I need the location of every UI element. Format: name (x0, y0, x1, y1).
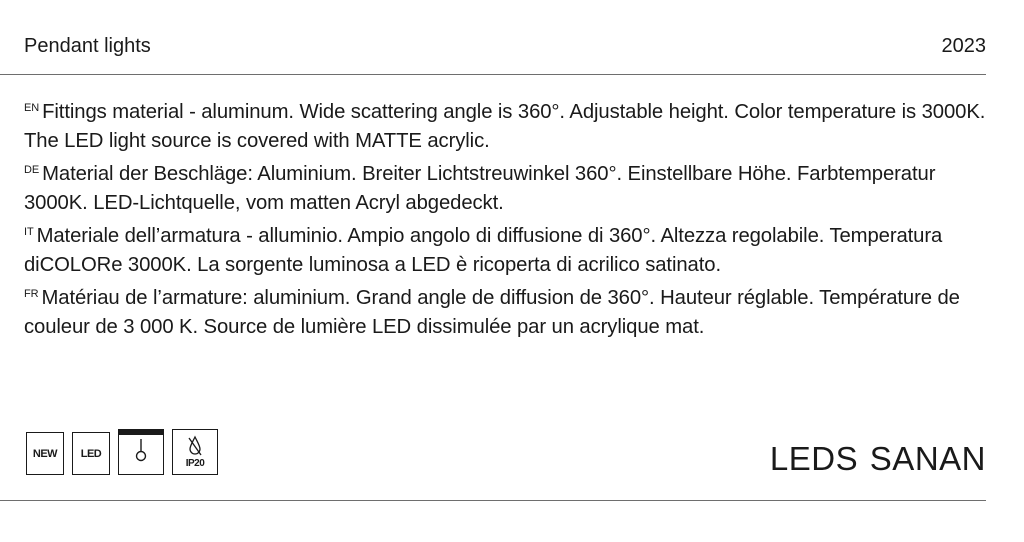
lang-code-de: DE (24, 164, 40, 176)
description-en-text: Fittings material - aluminum. Wide scattering angle is 360°. Adjustable height. Color temperature is 3000K. The LED light source is covered with MATTE acrylic. (24, 101, 986, 152)
water-drop-crossed-icon (186, 435, 204, 457)
ip-rating-badge (172, 429, 218, 475)
ip-rating-label: IP20 (185, 458, 205, 469)
product-description (24, 94, 994, 342)
description-en (24, 94, 994, 156)
year-label: 2023 (941, 34, 986, 57)
description-fr-text: Matériau de l’armature: aluminium. Grand angle de diffusion de 360°. Hauteur réglable. Température de couleur de 3 000 K. Source de lumière LED dissimulée par un acrylique mat. (24, 287, 960, 338)
led-badge (72, 432, 110, 475)
feature-badges (26, 429, 218, 475)
new-badge (26, 432, 64, 475)
new-badge-label: NEW (32, 447, 58, 460)
lang-code-fr: FR (24, 288, 39, 300)
description-it-text: Materiale dell’armatura - alluminio. Ampio angolo di diffusione di 360°. Altezza regolabile. Temperatura diCOLORe 3000K. La sorgente luminosa a LED è ricoperta di acrilico satinato. (24, 225, 943, 276)
lang-code-en: EN (24, 102, 40, 114)
bottom-divider (0, 500, 986, 501)
led-badge-label: LED (80, 447, 102, 460)
pendant-ceiling-mount-icon (118, 429, 164, 475)
description-de-text: Material der Beschläge: Aluminium. Breiter Lichtstreuwinkel 360°. Einstellbare Höhe. Farbtemperatur 3000K. LED-Lichtquelle, vom matten Acryl abgedeckt. (24, 163, 936, 214)
description-fr (24, 280, 994, 342)
lang-code-it: IT (24, 226, 34, 238)
category-title: Pendant lights (24, 34, 151, 57)
top-divider (0, 74, 986, 75)
page-header (24, 30, 986, 62)
description-it (24, 218, 994, 280)
description-de (24, 156, 994, 218)
brand-name: LEDS SANAN (769, 440, 986, 477)
